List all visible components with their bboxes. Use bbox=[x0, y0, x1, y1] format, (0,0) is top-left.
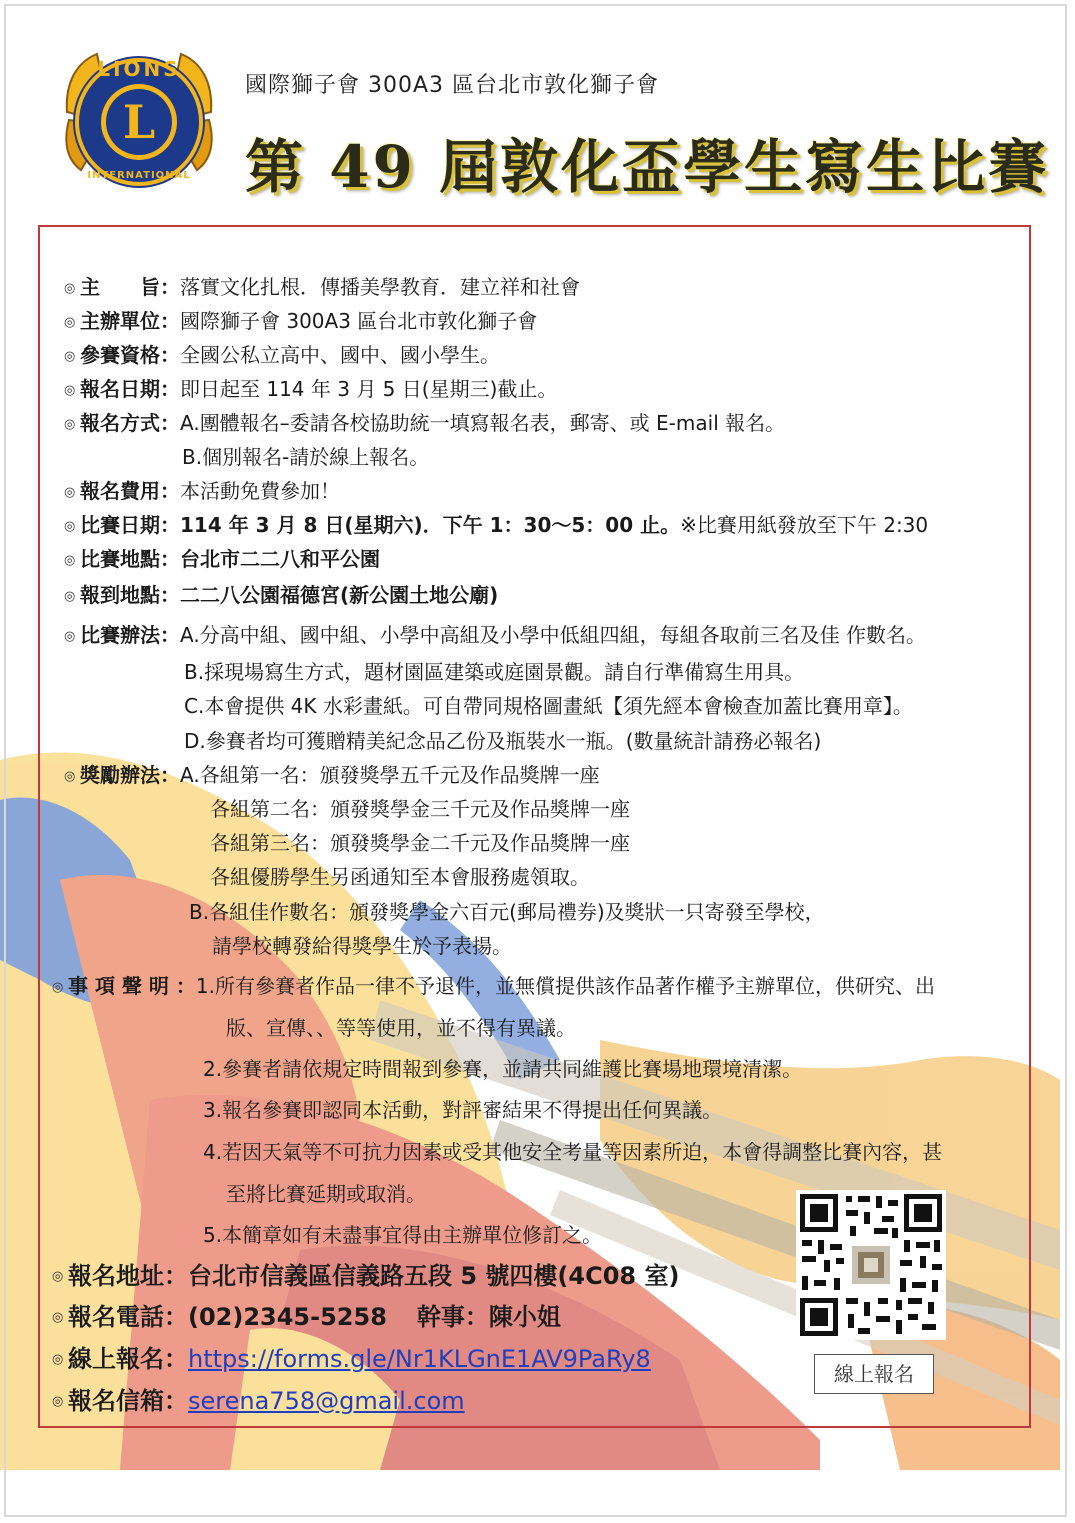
contest-method-label: 比賽辦法： bbox=[80, 623, 180, 647]
purpose-label: 主 旨： bbox=[80, 275, 180, 299]
rule-registration-date bbox=[64, 375, 557, 405]
venue-label: 比賽地點： bbox=[80, 547, 180, 571]
svg-text:LIONS: LIONS bbox=[97, 57, 181, 81]
award-b2: 請學校轉發給得獎學生於予表揚。 bbox=[212, 934, 512, 958]
online-label: 線上報名： bbox=[68, 1345, 188, 1373]
bullet-icon: ◎ bbox=[64, 628, 76, 644]
contest-method-d: D.參賽者均可獲贈精美紀念品乙份及瓶裝水一瓶。(數量統計請務必報名) bbox=[184, 729, 822, 753]
contest-method-a: A.分高中組、國中組、小學中高組及小學中低組四組，每組各取前三名及佳 作數名。 bbox=[180, 623, 927, 647]
rule-contest-method bbox=[64, 621, 926, 651]
logo-letter: L bbox=[122, 95, 156, 149]
rule-venue bbox=[64, 545, 380, 575]
contest-date-note: ※比賽用紙發放至下午 2:30 bbox=[680, 513, 929, 537]
notice-2: 2.參賽者請依規定時間報到參賽，並請共同維護比賽場地環境清潔。 bbox=[203, 1057, 803, 1081]
bullet-icon: ◎ bbox=[64, 314, 76, 330]
bullet-icon: ◎ bbox=[64, 588, 76, 604]
contact-address bbox=[52, 1260, 679, 1293]
bullet-icon: ◎ bbox=[52, 1352, 64, 1367]
eligibility-value: 全國公私立高中、國中、國小學生。 bbox=[180, 343, 500, 367]
online-registration-link[interactable]: https://forms.gle/Nr1KLGnE1AV9PaRy8 bbox=[188, 1345, 651, 1373]
checkin-label: 報到地點： bbox=[80, 583, 180, 607]
rule-purpose bbox=[64, 273, 580, 303]
phone-value: (02)2345-5258 bbox=[188, 1303, 387, 1331]
notice-5: 5.本簡章如有未盡事宜得由主辦單位修訂之。 bbox=[203, 1223, 603, 1247]
notice-3: 3.報名參賽即認同本活動，對評審結果不得提出任何異議。 bbox=[203, 1098, 723, 1122]
notice-4b: 至將比賽延期或取消。 bbox=[226, 1182, 426, 1206]
officer-label: 幹事： bbox=[416, 1303, 489, 1331]
rule-contest-date bbox=[64, 511, 928, 541]
eligibility-label: 參賽資格： bbox=[80, 343, 180, 367]
email-link[interactable]: serena758@gmail.com bbox=[188, 1387, 465, 1415]
rule-registration-method bbox=[64, 409, 785, 439]
award-a4: 各組優勝學生另函通知至本會服務處領取。 bbox=[210, 865, 590, 889]
contact-phone bbox=[52, 1301, 561, 1334]
address-label: 報名地址： bbox=[68, 1262, 188, 1290]
registration-method-a: A.團體報名–委請各校協助統一填寫報名表，郵寄、或 E-mail 報名。 bbox=[180, 411, 786, 435]
registration-date-value: 即日起至 114 年 3 月 5 日(星期三)截止。 bbox=[180, 377, 558, 401]
purpose-value: 落實文化扎根．傳播美學教育．建立祥和社會 bbox=[180, 275, 580, 299]
phone-label: 報名電話： bbox=[68, 1303, 188, 1331]
notice-4a: 4.若因天氣等不可抗力因素或受其他安全考量等因素所迫，本會得調整比賽內容，甚 bbox=[203, 1140, 943, 1164]
contest-method-c: C.本會提供 4K 水彩畫紙。可自帶同規格圖畫紙【須先經本會檢查加蓋比賽用章】。 bbox=[184, 694, 913, 718]
organization-name: 國際獅子會 300A3 區台北市敦化獅子會 bbox=[245, 73, 660, 98]
bullet-icon: ◎ bbox=[64, 382, 76, 398]
rule-organizer bbox=[64, 307, 537, 337]
registration-date-label: 報名日期： bbox=[80, 377, 180, 401]
contest-date-label: 比賽日期： bbox=[80, 513, 180, 537]
bullet-icon: ◎ bbox=[64, 280, 76, 296]
bullet-icon: ◎ bbox=[64, 348, 76, 364]
lions-international-logo bbox=[57, 42, 221, 198]
contest-date-value: 114 年 3 月 8 日(星期六)．下午 1：30～5：00 止。 bbox=[180, 513, 681, 537]
venue-value: 台北市二二八和平公園 bbox=[180, 547, 380, 571]
address-value: 台北市信義區信義路五段 5 號四樓(4C08 室) bbox=[188, 1262, 680, 1290]
bullet-icon: ◎ bbox=[64, 484, 76, 500]
qr-code-icon[interactable] bbox=[796, 1190, 946, 1340]
fee-label: 報名費用： bbox=[80, 479, 180, 503]
bullet-icon: ◎ bbox=[64, 416, 76, 432]
rule-fee bbox=[64, 477, 340, 507]
rule-eligibility bbox=[64, 341, 500, 371]
bullet-icon: ◎ bbox=[64, 552, 76, 568]
email-label: 報名信箱： bbox=[68, 1387, 188, 1415]
contact-email bbox=[52, 1385, 465, 1418]
bullet-icon: ◎ bbox=[64, 768, 76, 784]
organizer-label: 主辦單位： bbox=[80, 309, 180, 333]
registration-method-label: 報名方式： bbox=[80, 411, 180, 435]
award-a3: 各組第三名：頒發獎學金二千元及作品獎牌一座 bbox=[210, 831, 630, 855]
rule-awards bbox=[64, 761, 600, 791]
bullet-icon: ◎ bbox=[52, 1310, 64, 1325]
checkin-value: 二二八公園福德宮(新公園土地公廟) bbox=[180, 583, 499, 607]
organizer-value: 國際獅子會 300A3 區台北市敦化獅子會 bbox=[180, 309, 538, 333]
notice-1b: 版、宣傳、、等等使用，並不得有異議。 bbox=[226, 1016, 576, 1040]
notice-1a: 1.所有參賽者作品一律不予退件，並無償提供該作品著作權予主辦單位，供研究、出 bbox=[195, 974, 935, 998]
rule-notices bbox=[52, 972, 935, 1002]
rule-checkin bbox=[64, 581, 498, 611]
notices-label: 事 項 聲 明 ： bbox=[68, 974, 196, 998]
bullet-icon: ◎ bbox=[52, 979, 64, 995]
svg-text:INTERNATIONAL: INTERNATIONAL bbox=[87, 170, 191, 181]
contest-method-b: B.採現場寫生方式，題材園區建築或庭園景觀。請自行準備寫生用具。 bbox=[184, 660, 805, 684]
award-b1: B.各組佳作數名：頒發獎學金六百元(郵局禮券)及獎狀一只寄發至學校， bbox=[189, 900, 825, 924]
registration-method-b: B.個別報名-請於線上報名。 bbox=[182, 445, 430, 469]
fee-value: 本活動免費參加！ bbox=[180, 479, 340, 503]
contact-online bbox=[52, 1343, 651, 1376]
officer-value: 陳小姐 bbox=[488, 1303, 561, 1331]
bullet-icon: ◎ bbox=[64, 518, 76, 534]
bullet-icon: ◎ bbox=[52, 1394, 64, 1409]
online-registration-qr-label: 線上報名 bbox=[814, 1354, 934, 1394]
bullet-icon: ◎ bbox=[52, 1269, 64, 1284]
award-a2: 各組第二名：頒發獎學金三千元及作品獎牌一座 bbox=[210, 797, 630, 821]
page-title: 第 49 屆敦化盃學生寫生比賽 bbox=[245, 133, 1050, 201]
awards-label: 獎勵辦法： bbox=[80, 763, 180, 787]
award-a1: A.各組第一名：頒發獎學五千元及作品獎牌一座 bbox=[180, 763, 600, 787]
